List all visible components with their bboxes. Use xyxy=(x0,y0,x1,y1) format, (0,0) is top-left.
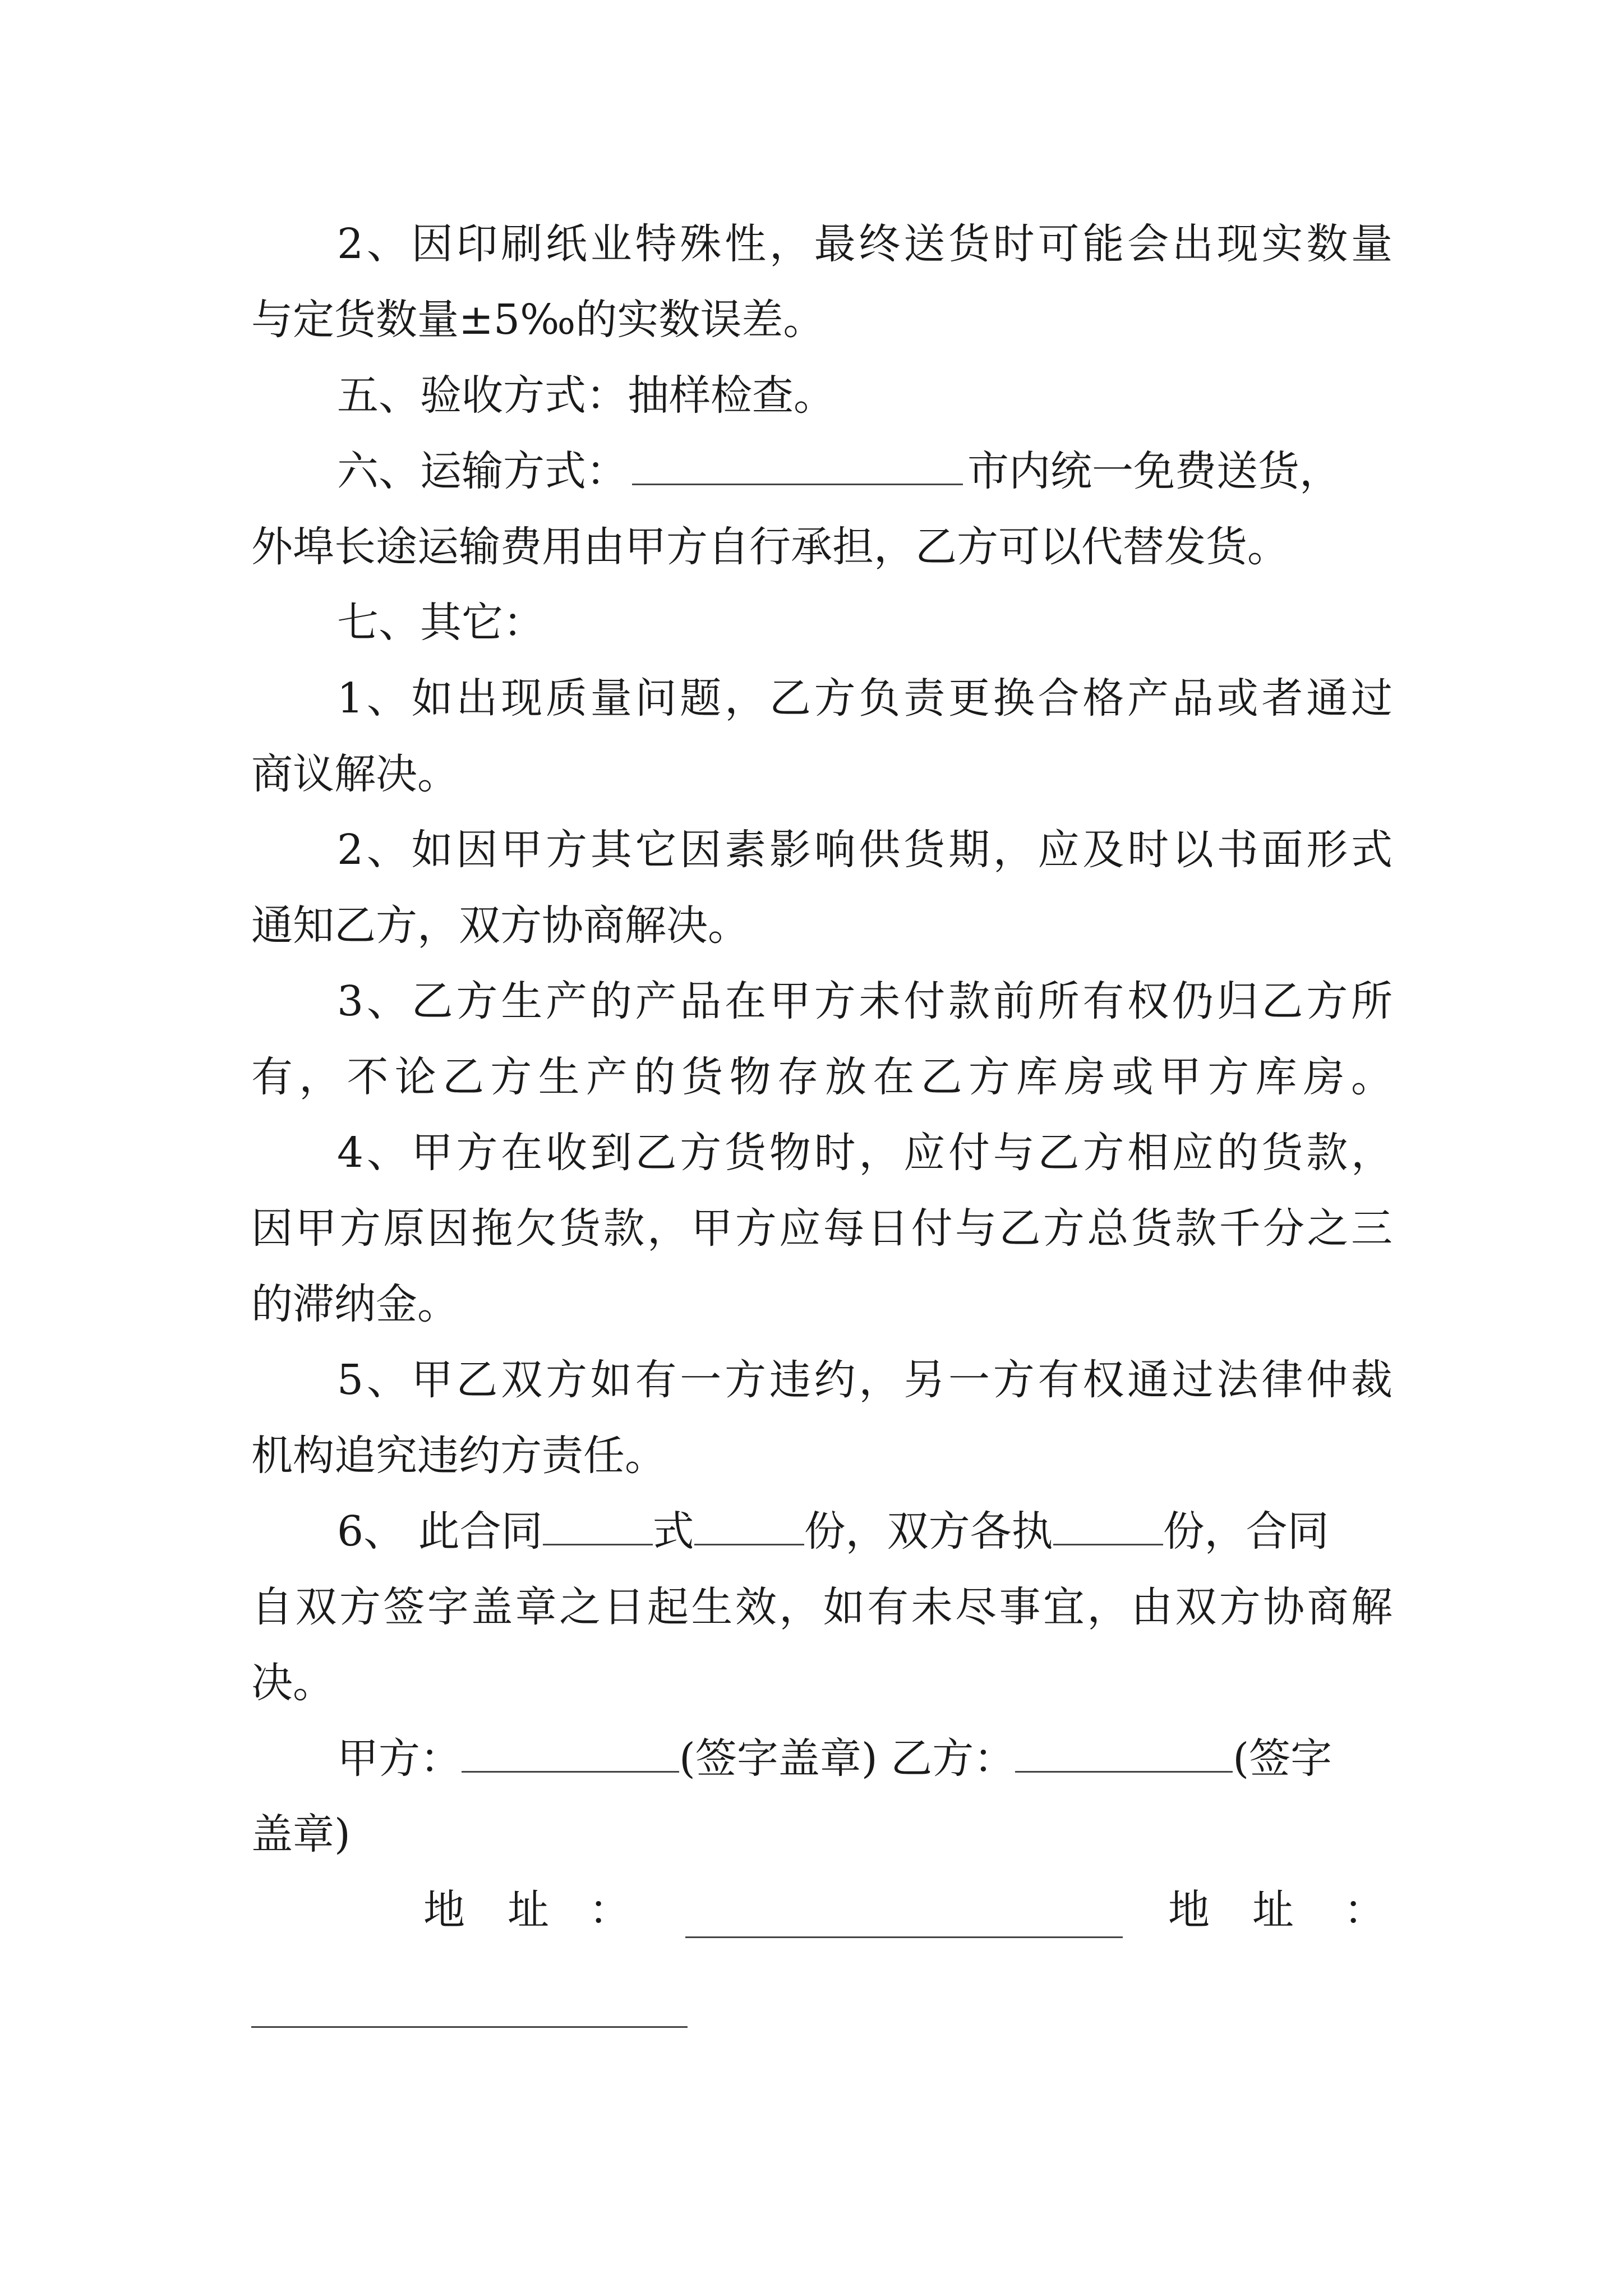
clause-5-acceptance: 五、验收方式：抽样检查。 xyxy=(337,371,835,420)
transport-label: 六、运输方式： xyxy=(337,447,628,495)
address-a-blank xyxy=(685,1936,1123,1938)
clause-7-6-line-1 xyxy=(337,1503,1329,1559)
clause-7-1-line-1: 1、如出现质量问题，乙方负责更换合格产品或者通过 xyxy=(337,674,1393,723)
party-b-seal-label: (签字 xyxy=(1233,1734,1332,1783)
address-b-char-2: 址 xyxy=(1252,1886,1294,1934)
clause-7-4-line-3: 的滞纳金。 xyxy=(251,1280,459,1328)
clause-7-4-line-1: 4、甲方在收到乙方货物时，应付与乙方相应的货款， xyxy=(337,1129,1393,1177)
party-b-signature-blank xyxy=(1015,1732,1233,1773)
clause-7-5-line-1: 5、甲乙双方如有一方违约，另一方有权通过法律仲裁 xyxy=(337,1356,1393,1404)
clause-7-3-line-2: 有，不论乙方生产的货物存放在乙方库房或甲方库房。 xyxy=(251,1053,1393,1101)
copies-text-1: 式 xyxy=(652,1507,694,1556)
address-b-blank xyxy=(251,2026,688,2028)
address-a-char-2: 址 xyxy=(508,1886,549,1934)
clause-7-1-line-2: 商议解决。 xyxy=(251,750,459,798)
clause-7-heading: 七、其它： xyxy=(337,599,545,647)
clause-7-6-line-2: 自双方签字盖章之日起生效，如有未尽事宜，由双方协商解 xyxy=(251,1583,1393,1631)
transport-blank xyxy=(632,444,963,485)
party-a-signature-blank xyxy=(462,1732,679,1773)
copies-label: 6、 此合同 xyxy=(337,1507,543,1556)
address-b-colon: ： xyxy=(1344,1886,1385,1934)
clause-7-2-line-1: 2、如因甲方其它因素影响供货期，应及时以书面形式 xyxy=(337,826,1393,874)
copies-text-2: 份，双方各执 xyxy=(804,1507,1053,1556)
signature-line xyxy=(337,1731,1332,1787)
party-a-label: 甲方： xyxy=(337,1734,462,1783)
copies-blank-1 xyxy=(543,1504,653,1545)
clause-6-transport-line-2: 外埠长途运输费用由甲方自行承担，乙方可以代替发货。 xyxy=(251,523,1289,571)
clause-6-transport-line-1 xyxy=(337,443,1341,499)
copies-blank-2 xyxy=(694,1504,804,1545)
clause-7-4-line-2: 因甲方原因拖欠货款，甲方应每日付与乙方总货款千分之三 xyxy=(251,1204,1393,1253)
clause-4-2-line-2: 与定货数量±5‰的实数误差。 xyxy=(251,296,825,344)
clause-4-2-line-1: 2、因印刷纸业特殊性，最终送货时可能会出现实数量 xyxy=(337,220,1393,268)
clause-7-3-line-1: 3、乙方生产的产品在甲方未付款前所有权仍归乙方所 xyxy=(337,977,1393,1025)
copies-blank-3 xyxy=(1053,1504,1163,1545)
address-a-char-1: 地 xyxy=(423,1886,465,1934)
address-b-char-1: 地 xyxy=(1168,1886,1210,1934)
copies-text-3: 份，合同 xyxy=(1163,1507,1329,1556)
transport-text: 市内统一免费送货， xyxy=(967,447,1341,495)
party-a-seal-and-party-b-label: (签字盖章) 乙方： xyxy=(679,1734,1016,1783)
clause-7-5-line-2: 机构追究违约方责任。 xyxy=(251,1432,666,1480)
signature-line-2: 盖章) xyxy=(251,1810,351,1858)
clause-7-2-line-2: 通知乙方，双方协商解决。 xyxy=(251,901,749,950)
address-a-colon: ： xyxy=(589,1886,630,1934)
clause-7-6-line-3: 决。 xyxy=(251,1659,334,1707)
